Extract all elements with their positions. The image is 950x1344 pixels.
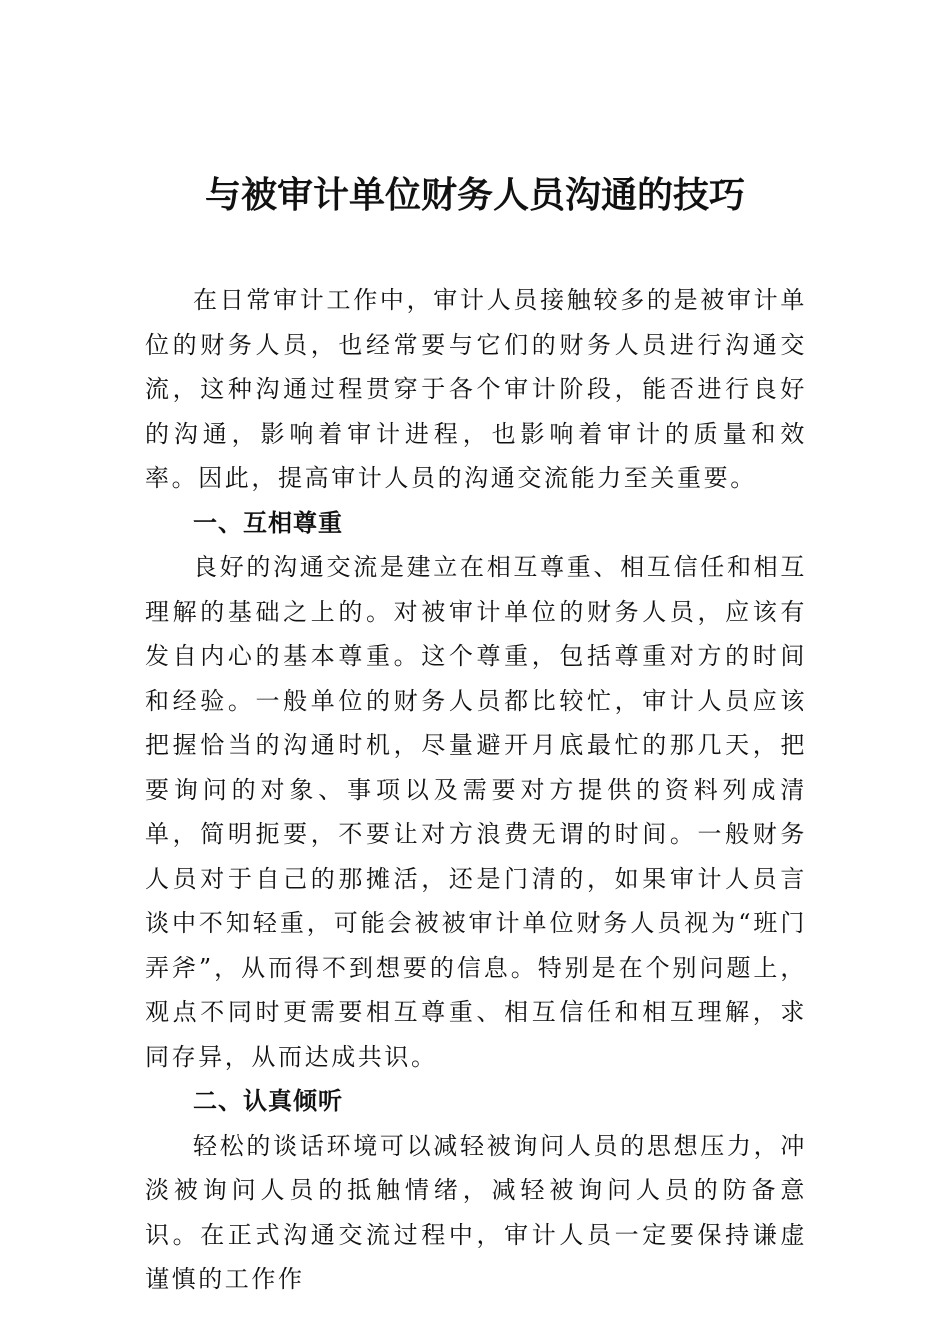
document-title: 与被审计单位财务人员沟通的技巧 [204, 174, 745, 216]
section-heading-listen: 二、认真倾听 [193, 1087, 343, 1115]
section-paragraph-respect: 良好的沟通交流是建立在相互尊重、相互信任和相互理解的基础之上的。对被审计单位的财务人员，应该有发自内心的基本尊重。这个尊重，包括尊重对方的时间和经验。一般单位的财务人员都比较忙，审计人员应该把握恰当的沟通时机，尽量避开月底最忙的那几天，把要询问的对象、事项以及需要对方提供的资料列成清单，简明扼要，不要让对方浪费无谓的时间。一般财务人员对于自己的那摊活，还是门清的，如果审计人员言谈中不知轻重，可能会被被审计单位财务人员视为“班门弄斧”，从而得不到想要的信息。特别是在个别问题上，观点不同时更需要相互尊重、相互信任和相互理解，求同存异，从而达成共识。 [145, 553, 807, 1071]
section-paragraph-listen: 轻松的谈话环境可以减轻被询问人员的思想压力，冲淡被询问人员的抵触情绪，减轻被询问人员的防备意识。在正式沟通交流过程中，审计人员一定要保持谦虚谨慎的工作作 [145, 1131, 807, 1293]
section-heading-respect: 一、互相尊重 [193, 508, 343, 537]
document-body [145, 278, 807, 1302]
intro-paragraph: 在日常审计工作中，审计人员接触较多的是被审计单位的财务人员，也经常要与它们的财务人员进行沟通交流，这种沟通过程贯穿于各个审计阶段，能否进行良好的沟通，影响着审计进程，也影响着审计的质量和效率。因此，提高审计人员的沟通交流能力至关重要。 [145, 286, 807, 492]
